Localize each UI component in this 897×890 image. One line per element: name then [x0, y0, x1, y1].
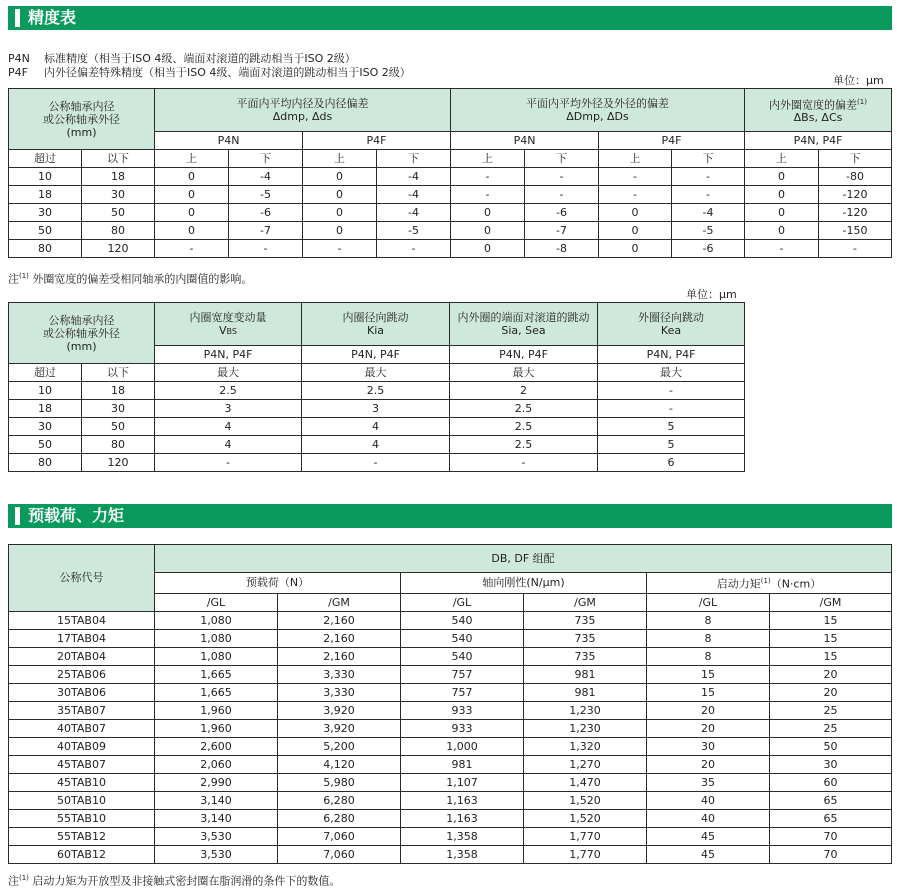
table-cell: 1,520: [524, 809, 647, 827]
table-cell: 7,060: [278, 827, 401, 845]
section-marker: [15, 9, 20, 27]
table-cell: 981: [524, 683, 647, 701]
section-header-accuracy: [8, 6, 892, 30]
table-cell: 981: [401, 755, 524, 773]
table-cell: 757: [401, 665, 524, 683]
table-cell: 55TAB12: [9, 827, 155, 845]
table-cell: 120: [82, 454, 155, 472]
table-cell: 17TAB04: [9, 629, 155, 647]
header-gm: /GM: [278, 593, 401, 611]
table-row: [9, 809, 892, 827]
table-cell: 10: [9, 168, 82, 186]
table-cell: 25: [770, 719, 892, 737]
table-cell: 1,230: [524, 719, 647, 737]
table-cell: 6: [598, 454, 745, 472]
table-cell: 933: [401, 719, 524, 737]
table-cell: 2,160: [278, 611, 401, 629]
table-cell: 1,770: [524, 845, 647, 863]
header-p4n-p4f: P4N, P4F: [302, 346, 450, 364]
table-cell: 30: [770, 755, 892, 773]
table-cell: 1,960: [155, 701, 278, 719]
header-kea: 外圈径向跳动 Kea: [598, 303, 745, 346]
table-cell: 60TAB12: [9, 845, 155, 863]
table-row: [9, 168, 892, 186]
header-stiffness: 轴向刚性(N/μm): [401, 573, 647, 594]
table-row: [9, 755, 892, 773]
table-row: [9, 845, 892, 863]
table-cell: 0: [599, 204, 672, 222]
table-cell: 40TAB07: [9, 719, 155, 737]
table-cell: 0: [155, 186, 229, 204]
table-cell: 2.5: [302, 382, 450, 400]
table-cell: 1,270: [524, 755, 647, 773]
table-cell: 30: [9, 418, 82, 436]
table-cell: 45TAB07: [9, 755, 155, 773]
table-cell: -7: [525, 222, 599, 240]
section-marker: [15, 507, 20, 525]
table-cell: -: [525, 186, 599, 204]
table-cell: 50: [82, 204, 155, 222]
table-cell: 2,160: [278, 629, 401, 647]
table-cell: 15: [770, 647, 892, 665]
preload-table: [8, 544, 892, 864]
section-title: 预载荷、力矩: [28, 506, 125, 525]
table-cell: -: [155, 454, 302, 472]
table-cell: -: [155, 240, 229, 258]
table-cell: 735: [524, 647, 647, 665]
note-p4n: P4N 标准精度（相当于ISO 4级、端面对滚道的跳动相当于ISO 2级）: [8, 52, 356, 65]
header-kia: 内圈径向跳动 Kia: [302, 303, 450, 346]
header-gl: /GL: [401, 593, 524, 611]
table-row: [9, 791, 892, 809]
table-cell: 55TAB10: [9, 809, 155, 827]
table-cell: 10: [9, 382, 82, 400]
table-cell: 0: [303, 204, 377, 222]
table-cell: 8: [647, 629, 770, 647]
table-cell: 15: [647, 665, 770, 683]
table-cell: -: [819, 240, 892, 258]
table-cell: -4: [377, 186, 451, 204]
table-cell: -: [377, 240, 451, 258]
header-bore-deviation: 平面内平均内径及内径偏差 Δdmp, Δds: [155, 89, 451, 132]
table-cell: 2.5: [450, 436, 598, 454]
table-cell: 18: [9, 400, 82, 418]
table-cell: 3,140: [155, 791, 278, 809]
table-cell: -8: [525, 240, 599, 258]
table-cell: 1,000: [401, 737, 524, 755]
table-cell: 1,107: [401, 773, 524, 791]
table-cell: 1,770: [524, 827, 647, 845]
table-row: [9, 186, 892, 204]
header-width-variation: 内圈宽度变动量 VBS: [155, 303, 302, 346]
table-cell: 15TAB04: [9, 611, 155, 629]
header-diameter: 公称轴承内径 或公称轴承外径 (mm): [9, 89, 155, 150]
table-cell: 0: [745, 222, 819, 240]
table-cell: 0: [745, 168, 819, 186]
header-p4n: P4N: [155, 132, 303, 150]
table-cell: -: [451, 186, 525, 204]
table-row: [9, 683, 892, 701]
table-cell: 2,990: [155, 773, 278, 791]
header-lower: 下: [525, 150, 599, 168]
table-row: [9, 382, 745, 400]
table-row: [9, 737, 892, 755]
table-cell: 0: [745, 204, 819, 222]
table-cell: 65: [770, 809, 892, 827]
header-p4f: P4F: [303, 132, 451, 150]
table-cell: 1,470: [524, 773, 647, 791]
header-max: 最大: [450, 364, 598, 382]
table-row: [9, 611, 892, 629]
table-cell: 50: [9, 222, 82, 240]
header-torque: 启动力矩$^{(1)}$（N·cm）: [647, 573, 892, 594]
table-cell: 1,080: [155, 629, 278, 647]
header-p4n-p4f: P4N, P4F: [745, 132, 892, 150]
table-cell: 5: [598, 418, 745, 436]
table-cell: 4: [302, 436, 450, 454]
table-cell: 40: [647, 809, 770, 827]
table-cell: 50: [82, 418, 155, 436]
table-cell: 70: [770, 827, 892, 845]
unit-label-2: 单位：μm: [686, 288, 737, 301]
header-incl: 以下: [82, 364, 155, 382]
table-row: [9, 436, 745, 454]
table-cell: 18: [82, 168, 155, 186]
table-row: [9, 240, 892, 258]
table-cell: 40TAB09: [9, 737, 155, 755]
table-cell: 0: [451, 222, 525, 240]
table-cell: 5: [598, 436, 745, 454]
table-cell: 3: [302, 400, 450, 418]
table-cell: 540: [401, 647, 524, 665]
header-upper: 上: [303, 150, 377, 168]
table-cell: 3,920: [278, 701, 401, 719]
table-cell: -6: [229, 204, 303, 222]
table-cell: 540: [401, 629, 524, 647]
table-cell: 2,600: [155, 737, 278, 755]
table-cell: 45TAB10: [9, 773, 155, 791]
table-cell: 80: [9, 240, 82, 258]
table-cell: 2: [450, 382, 598, 400]
table-cell: 981: [524, 665, 647, 683]
table-cell: -4: [377, 204, 451, 222]
table-cell: 4: [155, 418, 302, 436]
table-cell: 50TAB10: [9, 791, 155, 809]
table-cell: 3,140: [155, 809, 278, 827]
table-row: [9, 665, 892, 683]
footnote-2: 注$^{(1)}$ 启动力矩为开放型及非接触式密封圈在脂润滑的条件下的数值。: [8, 874, 341, 888]
table-cell: -120: [819, 204, 892, 222]
table-cell: 5,980: [278, 773, 401, 791]
table-row: [9, 454, 745, 472]
header-code: 公称代号: [9, 545, 155, 612]
header-gm: /GM: [770, 593, 892, 611]
table-cell: -: [451, 168, 525, 186]
table-cell: -: [303, 240, 377, 258]
header-od-deviation: 平面内平均外径及外径的偏差 ΔDmp, ΔDs: [451, 89, 745, 132]
table-cell: 2.5: [450, 418, 598, 436]
table-row: [9, 827, 892, 845]
table-cell: 20: [647, 701, 770, 719]
table-cell: 3,330: [278, 683, 401, 701]
table-cell: 0: [599, 222, 672, 240]
table-cell: 0: [599, 240, 672, 258]
table-cell: -: [672, 168, 745, 186]
table-cell: -4: [672, 204, 745, 222]
table-cell: 735: [524, 611, 647, 629]
table-cell: -6: [672, 240, 745, 258]
table-cell: 20: [770, 683, 892, 701]
table-row: [9, 222, 892, 240]
table-cell: 0: [451, 240, 525, 258]
table-cell: 15: [770, 629, 892, 647]
table-cell: 1,080: [155, 611, 278, 629]
table-cell: 40: [647, 791, 770, 809]
table-cell: 0: [155, 222, 229, 240]
table-cell: 35TAB07: [9, 701, 155, 719]
table-cell: -4: [377, 168, 451, 186]
header-gl: /GL: [155, 593, 278, 611]
table-cell: 20: [647, 755, 770, 773]
header-max: 最大: [598, 364, 745, 382]
table-cell: -: [229, 240, 303, 258]
table-cell: 80: [9, 454, 82, 472]
header-preload: 预载荷（N）: [155, 573, 401, 594]
table-cell: 50: [9, 436, 82, 454]
table-cell: 15: [770, 611, 892, 629]
table-cell: 6,280: [278, 791, 401, 809]
table-cell: 45: [647, 845, 770, 863]
note-p4f: P4F 内外径偏差特殊精度（相当于ISO 4级、端面对滚道的跳动相当于ISO 2级）: [8, 66, 411, 79]
table-cell: 30TAB06: [9, 683, 155, 701]
table-cell: 4,120: [278, 755, 401, 773]
table-cell: 0: [155, 168, 229, 186]
table-row: [9, 719, 892, 737]
table-row: [9, 400, 745, 418]
table-cell: 25TAB06: [9, 665, 155, 683]
header-upper: 上: [451, 150, 525, 168]
table-cell: 0: [303, 168, 377, 186]
table-cell: -4: [229, 168, 303, 186]
table-cell: 3,330: [278, 665, 401, 683]
table-row: [9, 701, 892, 719]
table-cell: 0: [303, 222, 377, 240]
table-cell: -: [598, 400, 745, 418]
accuracy-table-1: [8, 88, 892, 258]
table-cell: -7: [229, 222, 303, 240]
table-cell: 20: [770, 665, 892, 683]
table-cell: 3,530: [155, 827, 278, 845]
header-lower: 下: [377, 150, 451, 168]
table-row: [9, 647, 892, 665]
header-upper: 上: [599, 150, 672, 168]
table-cell: 30: [9, 204, 82, 222]
table-cell: -6: [525, 204, 599, 222]
table-cell: -: [525, 168, 599, 186]
header-p4f: P4F: [599, 132, 745, 150]
table-cell: 120: [82, 240, 155, 258]
table-cell: -: [302, 454, 450, 472]
table-row: [9, 204, 892, 222]
header-diameter: 公称轴承内径 或公称轴承外径 (mm): [9, 303, 155, 364]
table-cell: 8: [647, 611, 770, 629]
table-cell: 735: [524, 629, 647, 647]
table-cell: 20TAB04: [9, 647, 155, 665]
table-cell: 2.5: [155, 382, 302, 400]
accuracy-table-2: [8, 302, 745, 472]
table-cell: 15: [647, 683, 770, 701]
table-row: [9, 418, 745, 436]
table-cell: 1,358: [401, 827, 524, 845]
header-db-df: DB, DF 组配: [155, 545, 892, 573]
table-cell: 3,530: [155, 845, 278, 863]
table-cell: 2.5: [450, 400, 598, 418]
table-cell: 45: [647, 827, 770, 845]
table-cell: 1,358: [401, 845, 524, 863]
table-cell: 80: [82, 436, 155, 454]
header-gm: /GM: [524, 593, 647, 611]
footnote-1: 注$^{(1)}$ 外圈宽度的偏差受相同轴承的内圈值的影响。: [8, 272, 253, 286]
table-cell: -: [450, 454, 598, 472]
table-cell: 1,960: [155, 719, 278, 737]
table-cell: 65: [770, 791, 892, 809]
table-cell: -: [599, 168, 672, 186]
header-gl: /GL: [647, 593, 770, 611]
table-cell: 7,060: [278, 845, 401, 863]
table-cell: 3,920: [278, 719, 401, 737]
header-lower: 下: [229, 150, 303, 168]
table-row: [9, 629, 892, 647]
table-cell: -: [598, 382, 745, 400]
table-cell: 2,060: [155, 755, 278, 773]
table-cell: 50: [770, 737, 892, 755]
table-cell: 0: [155, 204, 229, 222]
header-p4n-p4f: P4N, P4F: [450, 346, 598, 364]
table-cell: 757: [401, 683, 524, 701]
header-width-deviation: 内外圈宽度的偏差$^{(1)}$ ΔBs, ΔCs: [745, 89, 892, 132]
table-cell: 25: [770, 701, 892, 719]
table-cell: 933: [401, 701, 524, 719]
table-cell: 8: [647, 647, 770, 665]
table-cell: 1,163: [401, 809, 524, 827]
table-cell: 540: [401, 611, 524, 629]
table-cell: 35: [647, 773, 770, 791]
table-cell: 20: [647, 719, 770, 737]
table-cell: 70: [770, 845, 892, 863]
section-header-preload: [8, 504, 892, 528]
table-cell: 30: [647, 737, 770, 755]
table-cell: 1,080: [155, 647, 278, 665]
table-cell: 80: [82, 222, 155, 240]
table-cell: -: [599, 186, 672, 204]
table-cell: 2,160: [278, 647, 401, 665]
table-cell: -: [745, 240, 819, 258]
table-cell: 30: [82, 186, 155, 204]
table-cell: 1,163: [401, 791, 524, 809]
header-upper: 上: [745, 150, 819, 168]
table-cell: 1,230: [524, 701, 647, 719]
header-lower: 下: [819, 150, 892, 168]
table-row: [9, 773, 892, 791]
unit-label: 单位：μm: [833, 74, 884, 87]
table-cell: 30: [82, 400, 155, 418]
header-p4n-p4f: P4N, P4F: [155, 346, 302, 364]
table-cell: -5: [377, 222, 451, 240]
table-cell: -150: [819, 222, 892, 240]
table-cell: -80: [819, 168, 892, 186]
table-cell: 1,520: [524, 791, 647, 809]
table-cell: 1,320: [524, 737, 647, 755]
table-cell: -5: [672, 222, 745, 240]
table-cell: -5: [229, 186, 303, 204]
table-cell: -: [672, 186, 745, 204]
header-incl: 以下: [82, 150, 155, 168]
table-cell: 18: [82, 382, 155, 400]
section-title: 精度表: [28, 8, 77, 27]
header-p4n-p4f: P4N, P4F: [598, 346, 745, 364]
table-cell: 4: [302, 418, 450, 436]
table-cell: 5,200: [278, 737, 401, 755]
table-cell: 60: [770, 773, 892, 791]
table-cell: 1,665: [155, 665, 278, 683]
header-over: 超过: [9, 150, 82, 168]
header-upper: 上: [155, 150, 229, 168]
table-cell: 18: [9, 186, 82, 204]
header-max: 最大: [302, 364, 450, 382]
header-over: 超过: [9, 364, 82, 382]
table-cell: 4: [155, 436, 302, 454]
header-p4n: P4N: [451, 132, 599, 150]
header-sia: 内外圈的端面对滚道的跳动 Sia, Sea: [450, 303, 598, 346]
table-cell: 1,665: [155, 683, 278, 701]
table-cell: -120: [819, 186, 892, 204]
table-cell: 0: [303, 186, 377, 204]
header-lower: 下: [672, 150, 745, 168]
table-cell: 3: [155, 400, 302, 418]
table-cell: 0: [745, 186, 819, 204]
header-max: 最大: [155, 364, 302, 382]
table-cell: 6,280: [278, 809, 401, 827]
table-cell: 0: [451, 204, 525, 222]
